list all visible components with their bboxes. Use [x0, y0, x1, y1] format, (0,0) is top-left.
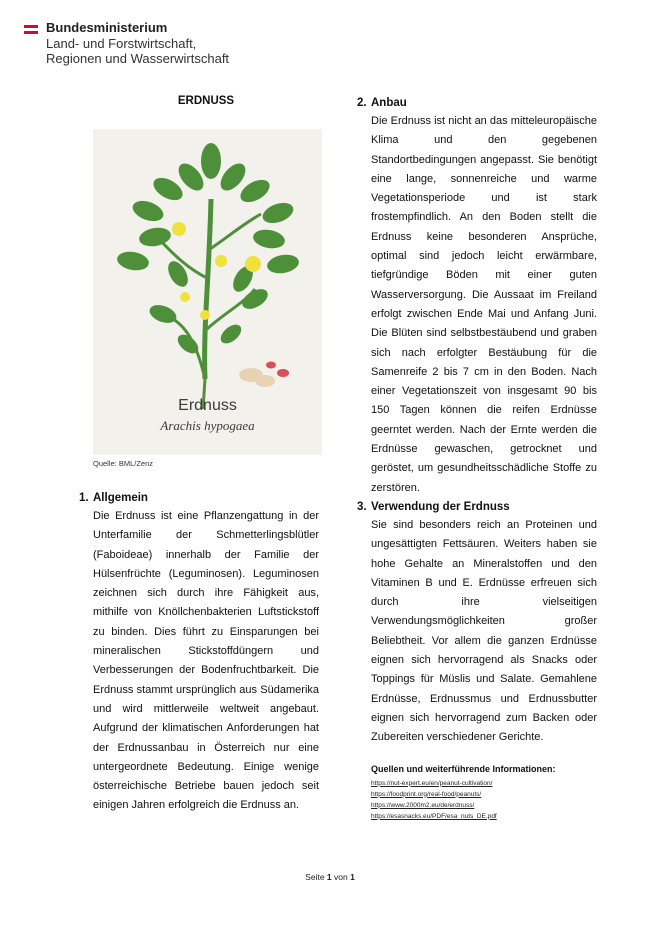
section-text: Die Erdnuss ist nicht an das mitteleuropäische Klima und den gegebenen Standortbedingungen angepasst. Sie benötigt eine lange, sonnenreiche und warme Vegetationsperiode und ist stark frostempfindlich. An den Boden stellt die Erdnuss keine besonderen Ansprüche, optimal sind jedoch leicht erwärmbare, tiefgründige Böden mit einer guten Wasserversorgung. Die Aussaat im Freiland erfolgt zwischen Ende Mai und Anfang Juni. Die Blüten sind selbstbestäubend und graben sich nach erfolgter Bestäubung für die Samenreife 2 bis 7 cm in den Boden. Nach einer Vegetationszeit von insgesamt 90 bis 150 Tagen können die reifen Erdnüsse geerntet werden. Nach der Ernte werden die Erdnüsse gewaschen, getrocknet und geröstet, um gesundheitsschädliche Stoffe zu zerstören. — [371, 115, 597, 494]
ministry-subtitle-line2: Regionen und Wasserwirtschaft — [46, 51, 230, 66]
peanut-illustration — [93, 129, 322, 455]
section-heading — [79, 490, 319, 507]
page-of: von — [331, 872, 351, 882]
references-title: Quellen und weiterführende Informationen: — [371, 763, 556, 774]
section-allgemein — [79, 490, 319, 816]
page-footer — [0, 872, 660, 882]
section-number: 3. — [357, 500, 367, 513]
section-title: Verwendung der Erdnuss — [371, 500, 510, 513]
ministry-subtitle-line1: Land- und Forstwirtschaft, — [46, 36, 197, 51]
section-title: Anbau — [371, 97, 407, 109]
section-number: 2. — [357, 97, 367, 109]
section-heading — [357, 499, 597, 516]
section-text: Die Erdnuss ist eine Pflanzengattung in der Unterfamilie der Schmetterlingsblütler (Faboideae) innerhalb der Familie der Hülsenfrüchte (Leguminosen). Leguminosen zeichnen sich durch ihre Fähigkeit aus, mithilfe von Knöllchenbakterien Luftstickstoff zu binden. Dies führt zu Einsparungen bei mineralischen Stickstoffdüngern und Verbesserungen der Bodenfruchtbarkeit. Die Erdnuss stammt ursprünglich aus Südamerika und wird mittlerweile weltweit angebaut. Aufgrund der klimatischen Anforderungen hat der Erdnussanbau in Österreich nur eine untergeordnete Bedeutung. Einige wenige österreichische Betriebe bauen jedoch seit einigen Jahren erfolgreich die Erdnuss an. — [93, 510, 319, 812]
document-title: ERDNUSS — [177, 95, 235, 107]
page-current: 1 — [326, 872, 332, 882]
right-column — [357, 95, 597, 822]
section-heading — [357, 95, 597, 112]
section-text: Sie sind besonders reich an Proteinen und ungesättigten Fettsäuren. Weiters haben sie hohe Gehalte an Mineralstoffen und den Vitaminen B und E. Erdnüsse erfreuen sich durch ihre vielseitigen Verwendungsmöglichkeiten großer Beliebtheit. Vor allem die ganzen Erdnüsse eignen sich hervorragend als Snacks oder Toppings für Müslis und Salate. Gemahlene Erdnüsse, Erdnussmus und Erdnussbutter eignen sich hervorragend zum Backen oder Zubereiten verschiedener Gerichte. — [371, 518, 597, 744]
poster-common-name: Erdnuss — [178, 397, 237, 414]
section-title: Allgemein — [93, 492, 148, 504]
reference-link[interactable]: https://esasnacks.eu/PDF/esa_nuts_DE.pdf — [371, 812, 497, 820]
ministry-name — [46, 20, 229, 66]
image-caption: Quelle: BML/Zenz — [93, 459, 154, 468]
reference-link[interactable]: https://www.2000m2.eu/de/erdnuss/ — [371, 801, 475, 809]
austria-flag-logo — [24, 25, 38, 34]
page-label: Seite — [305, 872, 327, 882]
poster-latin-name: Arachis hypogaea — [160, 418, 255, 433]
section-number: 1. — [79, 492, 89, 504]
reference-link[interactable]: https://foodprint.org/real-food/peanuts/ — [371, 790, 482, 798]
reference-link[interactable]: https://nut-expert.eu/en/peanut-cultivation/ — [371, 779, 493, 787]
section-anbau — [357, 95, 597, 498]
page-total: 1 — [350, 872, 355, 882]
section-verwendung — [357, 499, 597, 748]
ministry-title: Bundesministerium — [46, 20, 168, 35]
left-column — [79, 95, 319, 816]
